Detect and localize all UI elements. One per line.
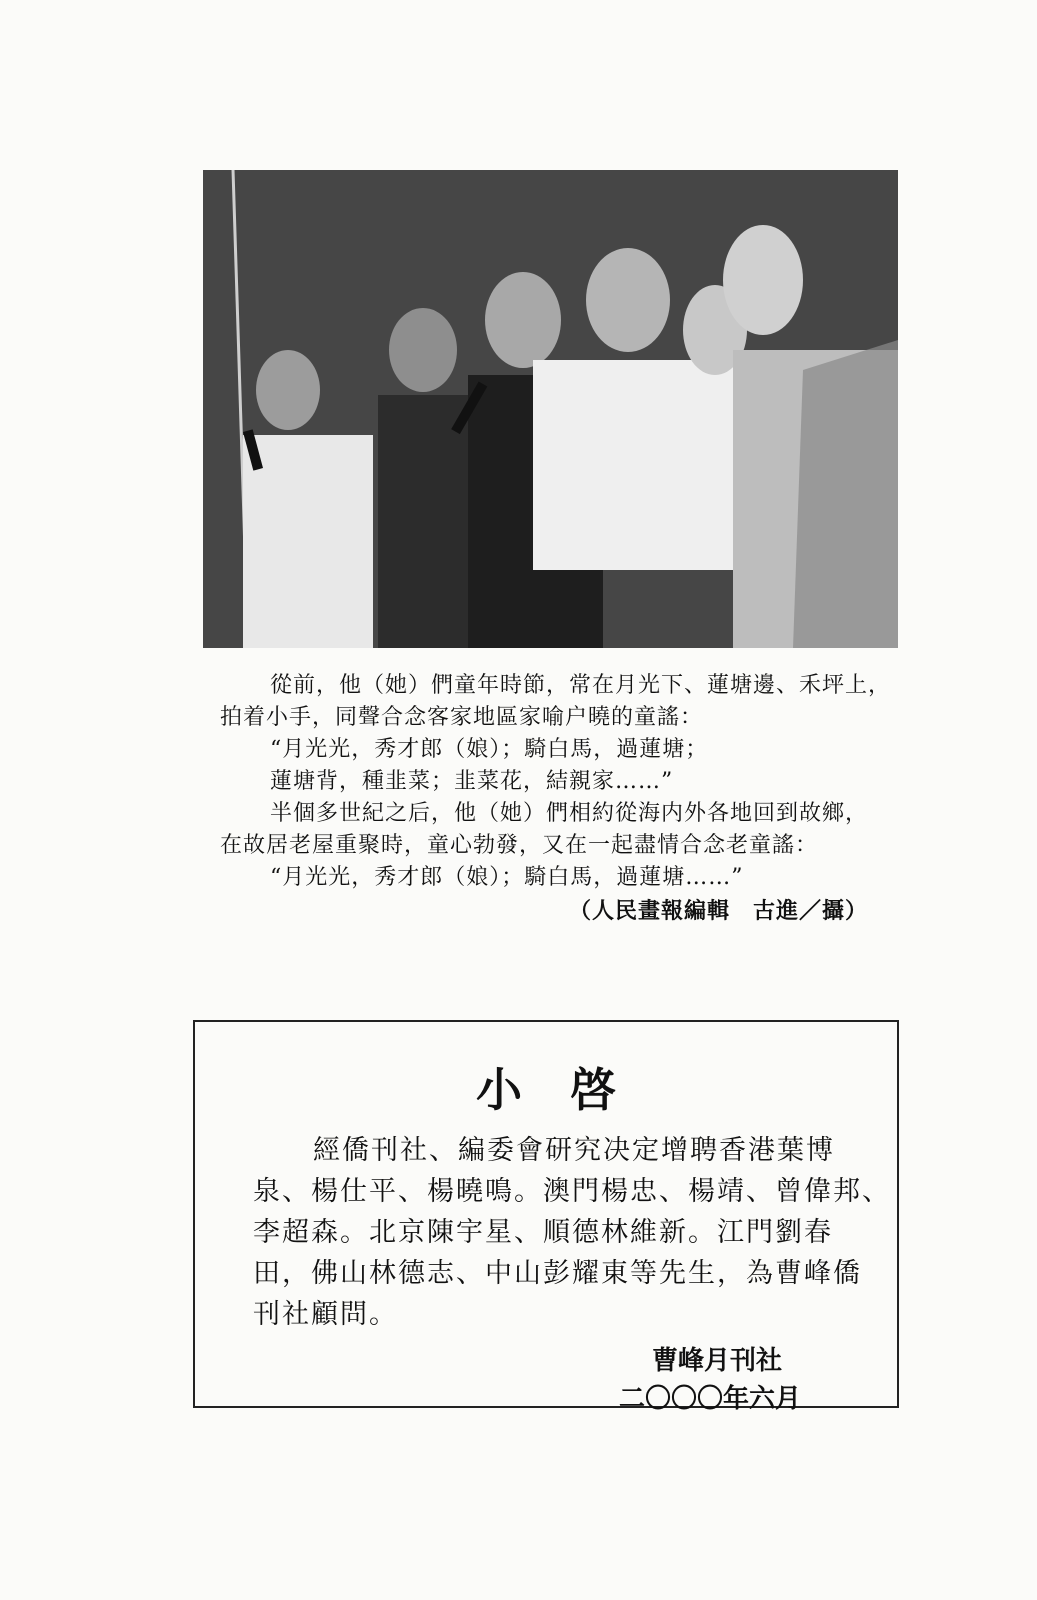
notice-title: 小啓 xyxy=(476,1063,664,1117)
caption-line: “月光光，秀才郎（娘）；騎白馬，過蓮塘……” xyxy=(270,865,744,890)
caption-line: 在故居老屋重聚時，童心勃發，又在一起盡情合念老童謠： xyxy=(220,833,819,858)
caption-line: 從前，他（她）們童年時節，常在月光下、蓮塘邊、禾坪上， xyxy=(270,673,892,698)
photo-image xyxy=(203,170,898,648)
notice-line: 經僑刊社、編委會研究决定增聘香港葉博 xyxy=(313,1135,835,1166)
caption-line: 半個多世紀之后，他（她）們相約從海内外各地回到故鄉， xyxy=(270,801,869,826)
notice-line: 刊社顧問。 xyxy=(253,1299,398,1330)
notice-line: 泉、楊仕平、楊曉鳴。澳門楊忠、楊靖、曾偉邦、 xyxy=(253,1176,891,1207)
notice-date: 二〇〇〇年六月 xyxy=(618,1384,801,1414)
notice-line: 李超森。北京陳宇星、順德林維新。江門劉春 xyxy=(253,1217,833,1248)
notice-line: 田，佛山林德志、中山彭耀東等先生，為曹峰僑 xyxy=(253,1258,862,1289)
photo-credit: （人民畫報編輯 古進／攝） xyxy=(568,899,868,924)
notice-box xyxy=(193,1020,899,1414)
notice-organization: 曹峰月刊社 xyxy=(651,1346,782,1376)
caption-line: 拍着小手，同聲合念客家地區家喻户曉的童謠： xyxy=(220,705,704,730)
caption-line: “月光光，秀才郎（娘）；騎白馬，過蓮塘； xyxy=(270,737,709,762)
photo-caption xyxy=(220,670,920,928)
photo-group-singing xyxy=(203,170,898,648)
notice-body xyxy=(253,1130,891,1335)
caption-line: 蓮塘背，種韭菜；韭菜花，結親家……” xyxy=(270,769,674,794)
